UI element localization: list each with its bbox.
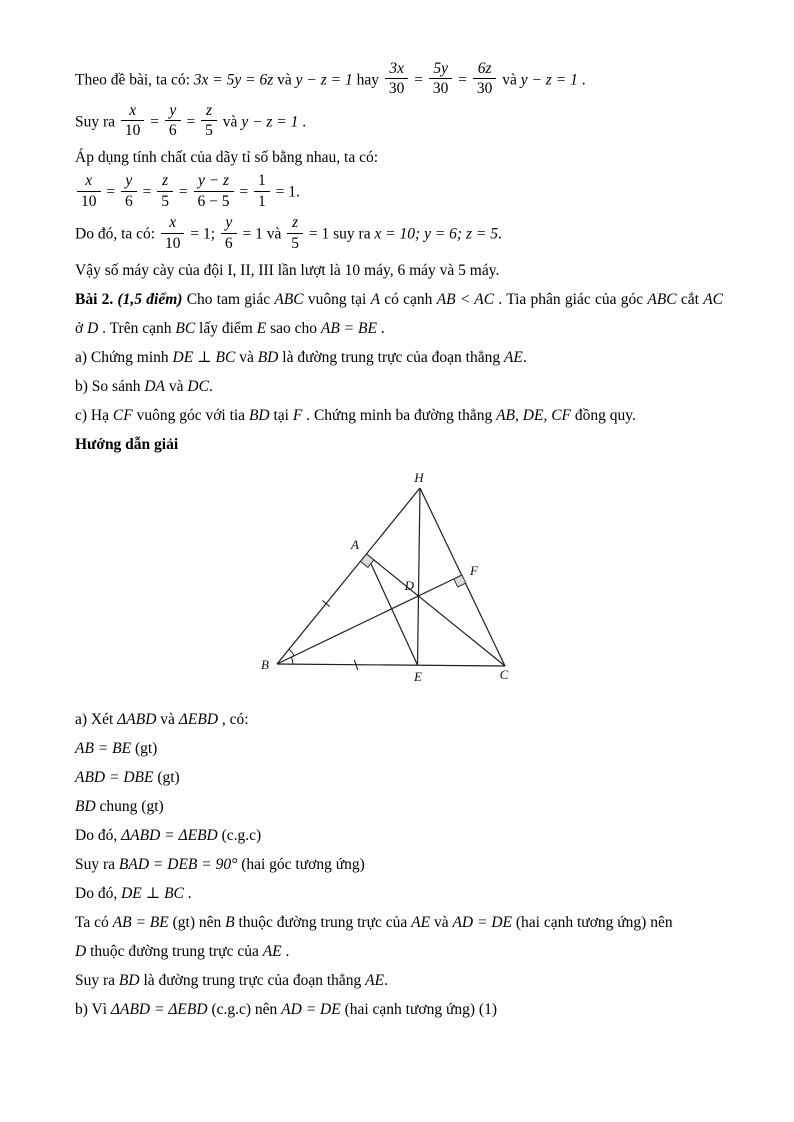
line-BF [277,575,462,664]
text-run: và [498,71,521,89]
line-BH [277,488,420,664]
fraction: $\frac{z}{5}$ [201,102,217,140]
heading-huong-dan-giai [75,430,723,459]
text-run: b) So sánh [75,377,145,395]
text-run: đồng quy. [571,406,636,424]
text-run: (hai góc tương ứng) [237,855,365,873]
sol-abd-dbe-gt [75,763,723,792]
sol-d-thuoc-trung-truc [75,937,723,966]
text-run: hay [352,71,383,89]
fraction: $\frac{z}{5}$ [287,214,303,252]
text-run: và [235,348,258,366]
text-run: y − z = 1 [241,113,299,131]
text-run: x = 10; y = 6; z = 5 [374,225,498,243]
line-ap-dung-tinh-chat [75,143,723,172]
text-run: BD [257,348,279,366]
text-run: = [182,113,200,131]
text-run: . [183,884,192,902]
text-run: E [256,319,267,337]
sol-de-vuong-goc-bc [75,879,723,908]
text-run: BAD = DEB = 90° [118,855,238,873]
line-day-ti-so-bang-nhau [75,172,723,214]
text-run: và [430,913,453,931]
text-run: . [376,319,385,337]
section-solution [75,705,723,1024]
sol-bd-chung-gt [75,792,723,821]
text-run: . [298,113,307,131]
text-run: sao cho [266,319,321,337]
text-run: AD = DE [452,913,512,931]
text-run: . Chứng minh ba đường thẳng [302,406,497,424]
text-run: = [138,183,156,201]
problem-2b [75,372,723,401]
fraction: $\frac{y}{6}$ [121,172,137,210]
angle-arc-lower [291,657,293,664]
text-run: . [384,971,388,989]
label-F: F [470,562,478,578]
line-HE [418,488,421,665]
line-ket-luan-bai-1 [75,256,723,285]
text-run: = 1 suy ra [305,225,375,243]
text-run: Áp dụng tính chất của dãy tỉ số bằng nhau, ta có: [75,149,379,167]
problem-2-statement [75,285,723,343]
text-run: D [87,319,99,337]
fraction: $\frac{z}{5}$ [157,172,173,210]
text-run: = 1 và [238,225,286,243]
right-angle-mark-F [454,575,466,587]
tick-marks [322,600,357,669]
sol-ab-be-gt [75,734,723,763]
text-run: AC [703,290,724,308]
label-H: H [414,469,424,485]
text-run: 3x = 5y = 6z [193,71,274,89]
text-run: (hai cạnh tương ứng) nên [512,913,673,931]
text-run: Do đó, [75,826,122,844]
text-run: lấy điểm [195,319,257,337]
sol-a-xet-tam-giac [75,705,723,734]
line-AC [367,554,506,666]
text-run: = [235,183,252,201]
sol-b-vi-cgc [75,995,723,1024]
text-run: Vậy số máy cày của đội I, II, III lần lượt là 10 máy, 6 máy và 5 máy. [75,261,500,279]
fraction: $\frac{x}{10}$ [77,172,101,210]
text-run: Do đó, [75,884,122,902]
text-run: = [454,71,471,89]
text-run: B [225,913,235,931]
text-run: AE [365,971,385,989]
text-run: AB = BE [112,913,169,931]
text-run: cắt [676,290,704,308]
angle-arc-upper [289,649,294,656]
text-run: y − z = 1 [520,71,578,89]
text-run: Suy ra [75,113,119,131]
text-run: a) Chứng minh [75,348,173,366]
text-run: Suy ra [75,971,119,989]
label-B: B [261,656,269,672]
sol-suy-ra-bd-trung-truc [75,966,723,995]
section-intro [75,60,723,459]
text-run: = [410,71,427,89]
text-run: BD [75,797,96,815]
text-run: . [208,377,213,395]
text-run: D [75,942,87,960]
text-run: AE [503,348,523,366]
text-run: AB, DE, CF [496,406,571,424]
label-D: D [404,577,414,593]
fraction: $\frac{x}{10}$ [161,214,185,252]
text-run: BC [175,319,196,337]
text-run: thuộc đường trung trực của [86,942,263,960]
label-A: A [351,536,359,552]
label-E: E [414,668,422,684]
text-run: AB = BE [320,319,377,337]
text-run: . [281,942,290,960]
line-BC [277,664,505,666]
text-run: ΔABD = ΔEBD [121,826,218,844]
text-run: c) Hạ [75,406,113,424]
text-run: = [175,183,192,201]
text-run: là đường trung trực của đoạn thẳng [278,348,504,366]
text-run: DC [187,377,209,395]
text-run: có cạnh [380,290,437,308]
text-run: (gt) [153,768,180,786]
line-theo-de-bai [75,60,723,102]
text-run: = [146,113,163,131]
text-run: y − z = 1 [295,71,353,89]
text-run: = [102,183,119,201]
text-run: DE ⊥ BC [121,884,184,902]
text-run: và [273,71,296,89]
text-run: tại [269,406,293,424]
text-run: là đường trung trực của đoạn thẳng [139,971,366,989]
text-run: A [370,290,381,308]
text-run: ABC [647,290,677,308]
problem-2c [75,401,723,430]
text-run: Theo đề bài, ta có: [75,71,194,89]
fraction: $\frac{3x}{30}$ [385,60,409,98]
text-run: AB = BE [75,739,132,757]
text-run: AE [262,942,282,960]
sol-suy-ra-90-do [75,850,723,879]
text-run: và [156,710,179,728]
text-run: . Trên cạnh [98,319,176,337]
text-run: AD = DE [281,1000,341,1018]
text-run: Cho tam giác [186,290,275,308]
text-run: ở [75,319,88,337]
fraction: $\frac{x}{10}$ [121,102,145,140]
text-run: và [218,113,242,131]
text-run: . Tia phân giác của góc [494,290,648,308]
text-run: DE ⊥ BC [172,348,236,366]
text-run: BD [118,971,140,989]
line-do-do-ket-qua [75,214,723,256]
text-run: . [577,71,586,89]
text-run: = 1; [186,225,219,243]
text-run: a) Xét [75,710,118,728]
text-run: (c.g.c) nên [207,1000,282,1018]
page-content [75,60,723,1024]
label-C: C [499,666,509,682]
fraction: $\frac{1}{1}$ [254,172,270,210]
text-run: . [522,348,527,366]
fraction: $\frac{y}{6}$ [221,214,237,252]
text-run: ΔEBD [178,710,219,728]
text-run: thuộc đường trung trực của [234,913,412,931]
text-run: (1,5 điểm) [117,290,187,308]
text-run: BD [248,406,270,424]
text-run: ΔABD [117,710,157,728]
text-run: (hai cạnh tương ứng) (1) [340,1000,497,1018]
text-run: chung (gt) [95,797,164,815]
text-run: = 1. [271,183,300,201]
text-run: ABC [274,290,304,308]
line-AE [367,554,418,665]
text-run: vuông góc với tia [132,406,249,424]
text-run: (c.g.c) [217,826,262,844]
text-run: b) Vì [75,1000,111,1018]
text-run: CF [112,406,133,424]
text-run: Suy ra [75,855,119,873]
text-run: và [165,377,188,395]
text-run: Do đó, ta có: [75,225,159,243]
text-run: vuông tại [303,290,371,308]
text-run: ABD = DBE [75,768,154,786]
fraction: $\frac{6z}{30}$ [473,60,497,98]
sol-do-do-cgc [75,821,723,850]
text-run: (gt) nên [168,913,226,931]
text-run: ΔABD = ΔEBD [110,1000,208,1018]
text-run: AE [411,913,431,931]
problem-2a [75,343,723,372]
text-run: , có: [218,710,249,728]
fraction: $\frac{y - z}{6 - 5}$ [194,172,234,210]
geometry-diagram [238,465,563,697]
text-run: Hướng dẫn giải [75,435,179,453]
sol-ta-co-trung-truc [75,908,723,937]
text-run: Bài 2. [75,290,118,308]
text-run: DA [144,377,165,395]
fraction: $\frac{5y}{30}$ [429,60,453,98]
text-run: AB < AC [436,290,495,308]
figure-container [238,465,563,697]
line-suy-ra-ti-so [75,102,723,144]
text-run: F [292,406,303,424]
text-run: . [497,225,502,243]
fraction: $\frac{y}{6}$ [165,102,181,140]
text-run: (gt) [131,739,158,757]
text-run: Ta có [75,913,113,931]
